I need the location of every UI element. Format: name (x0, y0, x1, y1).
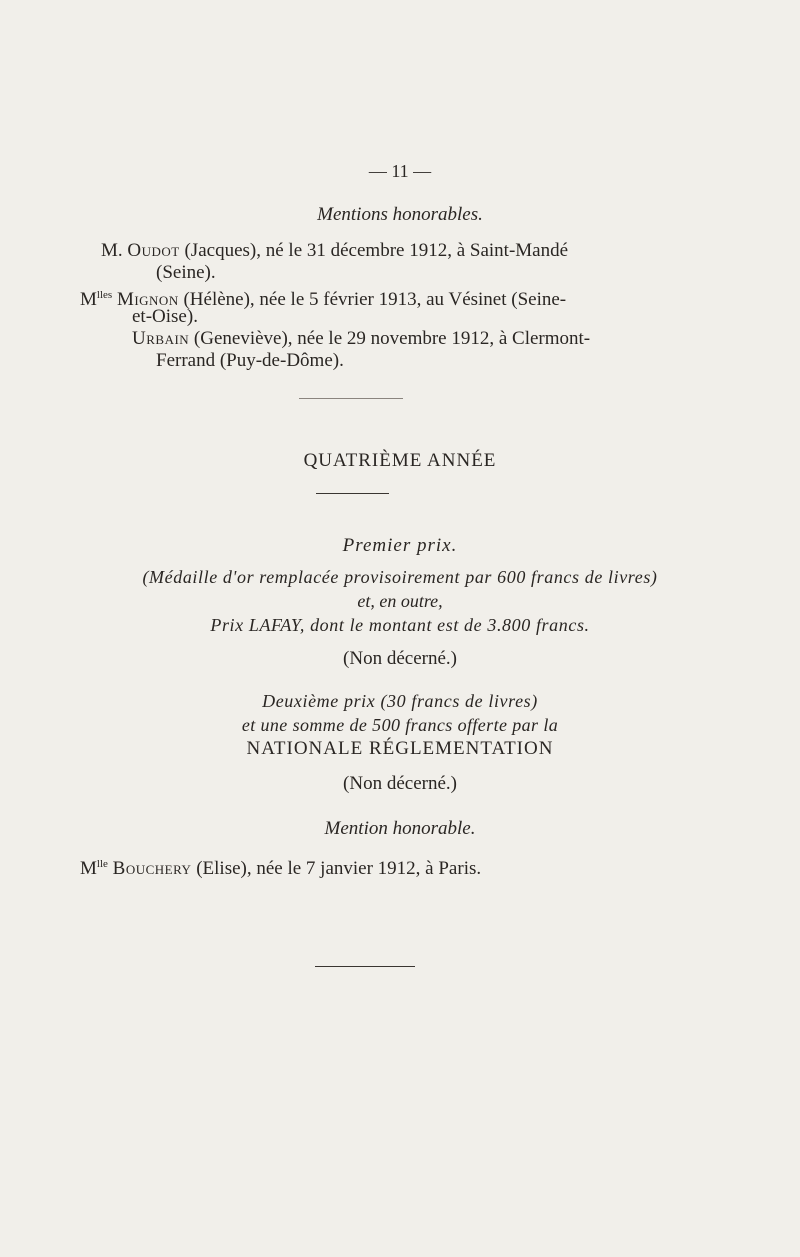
entry-mignon-cont: et-Oise). (132, 306, 198, 327)
entry-title: M. (101, 240, 123, 261)
entry-urbain-cont: Ferrand (Puy-de-Dôme). (156, 350, 344, 371)
title-underline (316, 493, 389, 494)
page-number: — 11 — (368, 161, 432, 181)
premier-prix-heading: Premier prix. (342, 535, 458, 556)
entry-name: Mignon (116, 289, 179, 310)
entry-oudot (101, 240, 568, 262)
entry-text: (Geneviève), née le 29 novembre 1912, à Clermont- (193, 328, 591, 349)
entry-urbain (132, 328, 590, 350)
closing-rule (315, 966, 415, 967)
deuxieme-prix-line1: Deuxième prix (30 francs de livres) (262, 691, 538, 711)
entry-title: $M^{lle}$ (80, 858, 108, 879)
entry-bouchery (80, 853, 481, 880)
premier-prix-status: (Non décerné.) (343, 648, 457, 669)
section-title: QUATRIÈME ANNÉE (303, 450, 497, 471)
mention-heading: Mention honorable. (324, 818, 476, 839)
entry-text: (Elise), née le 7 janvier 1912, à Paris. (196, 858, 482, 879)
entry-name: Oudot (127, 240, 180, 261)
entry-name: Bouchery (112, 858, 192, 879)
deuxieme-prix-status: (Non décerné.) (343, 773, 457, 794)
entry-text: (Jacques), né le 31 décembre 1912, à Saint-Mandé (184, 240, 569, 261)
entry-text: (Hélène), née le 5 février 1913, au Vésinet (Seine- (183, 289, 567, 310)
premier-prix-line2: et, en outre, (357, 591, 443, 611)
deuxieme-prix-line3: NATIONALE RÉGLEMENTATION (246, 738, 554, 759)
deuxieme-prix-line2: et une somme de 500 francs offerte par la (241, 715, 559, 735)
premier-prix-line3: Prix LAFAY, dont le montant est de 3.800 francs. (210, 615, 590, 635)
section-divider (299, 398, 403, 399)
entry-oudot-cont: (Seine). (156, 262, 216, 283)
premier-prix-line1: (Médaille d'or remplacée provisoirement par 600 francs de livres) (142, 567, 658, 587)
entry-title: $M^{lles}$ (80, 289, 113, 310)
mentions-heading: Mentions honorables. (317, 204, 483, 225)
entry-name: Urbain (132, 328, 190, 349)
